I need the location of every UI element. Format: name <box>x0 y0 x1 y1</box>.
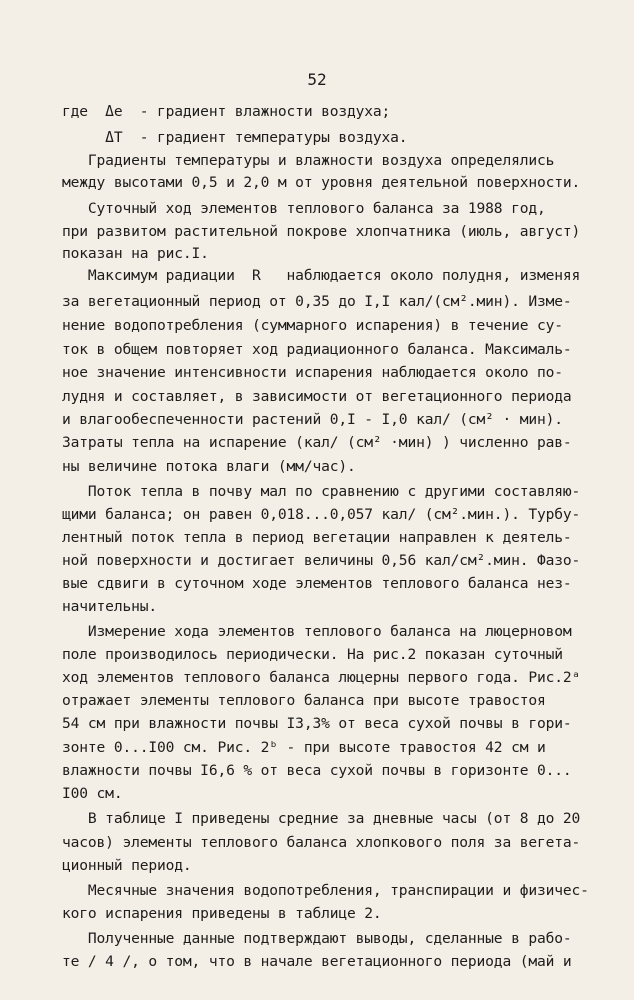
text-line: ΔT - градиент температуры воздуха. <box>62 129 408 146</box>
text-line: Месячные значения водопотребления, транспирации и физичес- <box>62 882 589 899</box>
text-line: за вегетационный период от 0,35 до I,I кал/(см².мин). Измe- <box>62 293 572 310</box>
text-line: ной поверхности и достигает величины 0,56 кал/см².мин. Фазо- <box>62 552 581 569</box>
text-line: показан на рис.I. <box>62 245 209 262</box>
text-line: Затраты тепла на испарение (кал/ (см² ·мин) ) численно рав- <box>62 434 572 451</box>
text-line: Градиенты температуры и влажности воздуха определялись <box>62 152 555 169</box>
page-number: 52 <box>307 70 327 89</box>
text-line: где Δe - градиент влажности воздуха; <box>62 103 391 120</box>
text-line: часов) элементы теплового баланса хлопкового поля за вегета- <box>62 834 581 851</box>
text-line: и влагообеспеченности растений 0,I - I,0 кал/ (см² · мин). <box>62 411 563 428</box>
text-line: влажности почвы I6,6 % от веса сухой почвы в горизонте 0... <box>62 762 572 779</box>
text-line: лентный поток тепла в период вегетации направлен к деятель- <box>62 529 572 546</box>
text-line: ход элементов теплового баланса люцерны первого года. Рис.2ᵃ <box>62 669 581 686</box>
text-line: ны величине потока влаги (мм/час). <box>62 458 356 475</box>
text-line: Полученные данные подтверждают выводы, сделанные в рабо- <box>62 930 572 947</box>
text-line: Поток тепла в почву мал по сравнению с другими составляю- <box>62 483 581 500</box>
text-line: 54 см при влажности почвы I3,3% от веса сухой почвы в гори- <box>62 715 572 732</box>
text-line: В таблице I приведены средние за дневные часы (от 8 до 20 <box>62 810 581 827</box>
text-line: I00 см. <box>62 785 123 802</box>
text-line: поле производилось периодически. На рис.2 показан суточный <box>62 646 563 663</box>
text-line: кого испарения приведены в таблице 2. <box>62 905 382 922</box>
text-line: щими баланса; он равен 0,018...0,057 кал/ (см².мин.). Турбу- <box>62 506 581 523</box>
text-line: Суточный ход элементов теплового баланса за 1988 год, <box>62 200 546 217</box>
text-line: те / 4 /, о том, что в начале вегетационного периода (май и <box>62 953 572 970</box>
text-line: лудня и составляет, в зависимости от вегетационного периода <box>62 388 572 405</box>
text-line: ционный период. <box>62 857 192 874</box>
text-line: Измерение хода элементов теплового баланса на люцерновом <box>62 623 572 640</box>
text-line: ное значение интенсивности испарения наблюдается около по- <box>62 364 563 381</box>
text-line: Максимум радиации R наблюдается около полудня, изменяя <box>62 267 581 284</box>
text-line: при развитом растительной покрове хлопчатника (июль, август) <box>62 223 581 240</box>
text-line: начительны. <box>62 598 157 615</box>
text-line: отражает элементы теплового баланса при высоте травостоя <box>62 692 546 709</box>
text-line: вые сдвиги в суточном ходе элементов теплового баланса нез- <box>62 575 572 592</box>
text-line: между высотами 0,5 и 2,0 м от уровня деятельной поверхности. <box>62 174 581 191</box>
text-line: зонте 0...I00 см. Рис. 2ᵇ - при высоте травостоя 42 см и <box>62 739 546 756</box>
text-line: нение водопотребления (суммарного испарения) в течение су- <box>62 317 563 334</box>
text-line: ток в общем повторяет ход радиационного баланса. Максималь- <box>62 341 572 358</box>
